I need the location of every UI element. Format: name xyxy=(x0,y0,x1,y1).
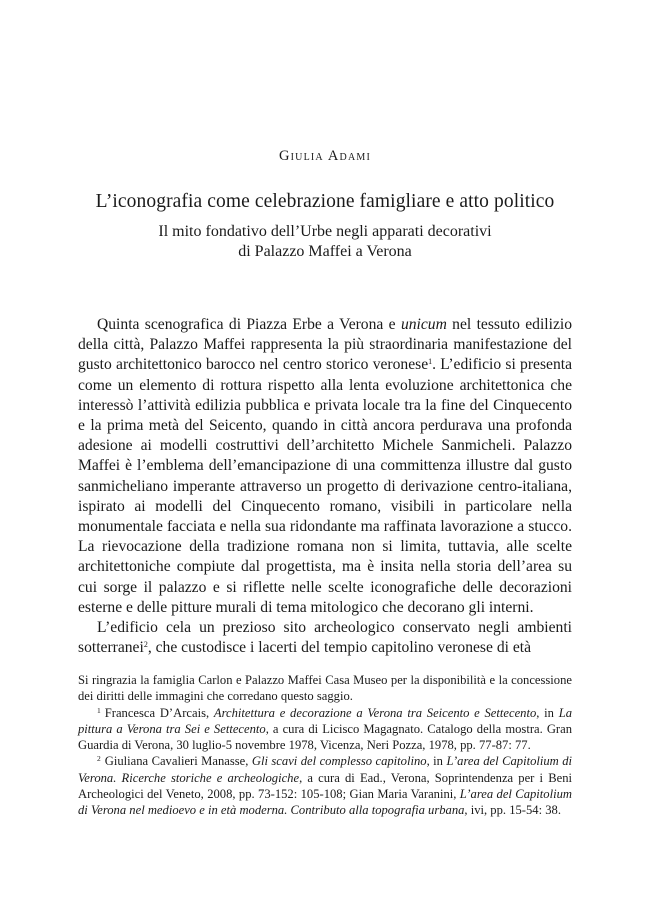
footnote-1-number: 1 xyxy=(97,705,101,715)
paragraph-1-mid: nel tessuto edilizio della città, Palazzo Maffei rappresenta la più straordinaria manifestazione del gusto architettonico barocco nel centro storico veronese xyxy=(78,316,572,374)
paragraph-1-end: . L’edificio si presenta come un elemento di rottura rispetto alla lenta evoluzione architettonica che interessò l’attività edilizia pubblica e privata locale tra la fine del Cinquecento e la prima metà del Seicento, quando in città ancora perdurava una profonda adesione ai modelli costruttivi dell’architetto Michele Sanmicheli. Palazzo Maffei è l’emblema dell’emancipazione di una committenza illustre dal gusto sanmicheliano imperante attraverso un progetto di derivazione centro-italiana, ispirato ai modelli del Cinquecento romano, visibili in particolare nella monumentale facciata e nella sua ridondante ma raffinata lavorazione a stucco. La rievocazione della tradizione romana non si limita, tuttavia, alle scelte architettoniche compiute dal progettista, ma è insita nella storia dell’area su cui sorge il palazzo e si riflette nelle scelte iconografiche delle decorazioni esterne e delle pitture murali di tema mitologico che decorano gli interni. xyxy=(78,356,572,616)
body-text xyxy=(78,315,572,658)
paragraph-1 xyxy=(78,315,572,618)
footnote-1-italic-1: Architettura e decorazione a Verona tra Seicento e Settecento xyxy=(213,705,537,720)
paragraph-2-start: L’edificio cela un prezioso sito archeologico conservato negli ambienti sotterranei xyxy=(78,619,572,657)
footnote-1-text-a: Francesca D’Arcais, xyxy=(104,705,214,720)
footnotes xyxy=(78,672,572,819)
author-name: Giulia Adami xyxy=(278,148,372,164)
footnote-2-text-d: , ivi, pp. 15-54: 38. xyxy=(464,803,561,818)
article-subtitle xyxy=(0,222,650,262)
footnote-2-text-a: Giuliana Cavalieri Manasse, xyxy=(104,754,252,769)
footnote-1-text-c: , a cura di Licisco Magagnato. Catalogo della mostra. Gran Guardia di Verona, 30 luglio-5 novembre 1978, Vicenza, Neri Pozza, 1978, pp. 77-87: 77. xyxy=(78,721,573,753)
footnote-1-italic-2: La pittura a Verona tra Sei e Settecento xyxy=(78,705,573,736)
paragraph-1-italic: unicum xyxy=(400,316,447,333)
article-title: L’iconografia come celebrazione famigliare e atto politico xyxy=(95,191,555,212)
paragraph-2 xyxy=(78,618,572,658)
footnote-ref-1[interactable]: 1 xyxy=(428,357,433,367)
footnote-ref-2[interactable]: 2 xyxy=(143,640,148,650)
footnote-2-text-c: , a cura di Ead., Verona, Soprintendenza per i Beni Archeologici del Veneto, 2008, pp. 73-152: 105-108; Gian Maria Varanini, xyxy=(78,770,573,802)
footnote-2-italic-1: Gli scavi del complesso capitolino xyxy=(251,754,427,769)
paragraph-1-start: Quinta scenografica di Piazza Erbe a Verona e xyxy=(97,316,401,333)
footnote-2-number: 2 xyxy=(97,754,101,764)
footnote-1-text-b: , in xyxy=(536,705,559,720)
subtitle-line-1: Il mito fondativo dell’Urbe negli apparati decorativi xyxy=(158,223,492,240)
footnote-2-text-b: , in xyxy=(426,754,447,769)
footnote-1 xyxy=(78,705,572,754)
acknowledgement-note: Si ringrazia la famiglia Carlon e Palazzo Maffei Casa Museo per la disponibilità e la concessione dei diritti delle immagini che corredano questo saggio. xyxy=(78,673,572,704)
footnote-2 xyxy=(78,753,572,818)
paragraph-2-end: , che custodisce i lacerti del tempio capitolino veronese di età xyxy=(147,639,532,657)
footnote-2-italic-2: L’area del Capitolium di Verona. Ricerche storiche e archeologiche xyxy=(78,754,573,785)
subtitle-line-2: di Palazzo Maffei a Verona xyxy=(238,243,412,260)
footnote-2-italic-3: L’area del Capitolium di Verona nel medioevo e in età moderna. Contributo alla topografia urbana xyxy=(78,787,572,818)
